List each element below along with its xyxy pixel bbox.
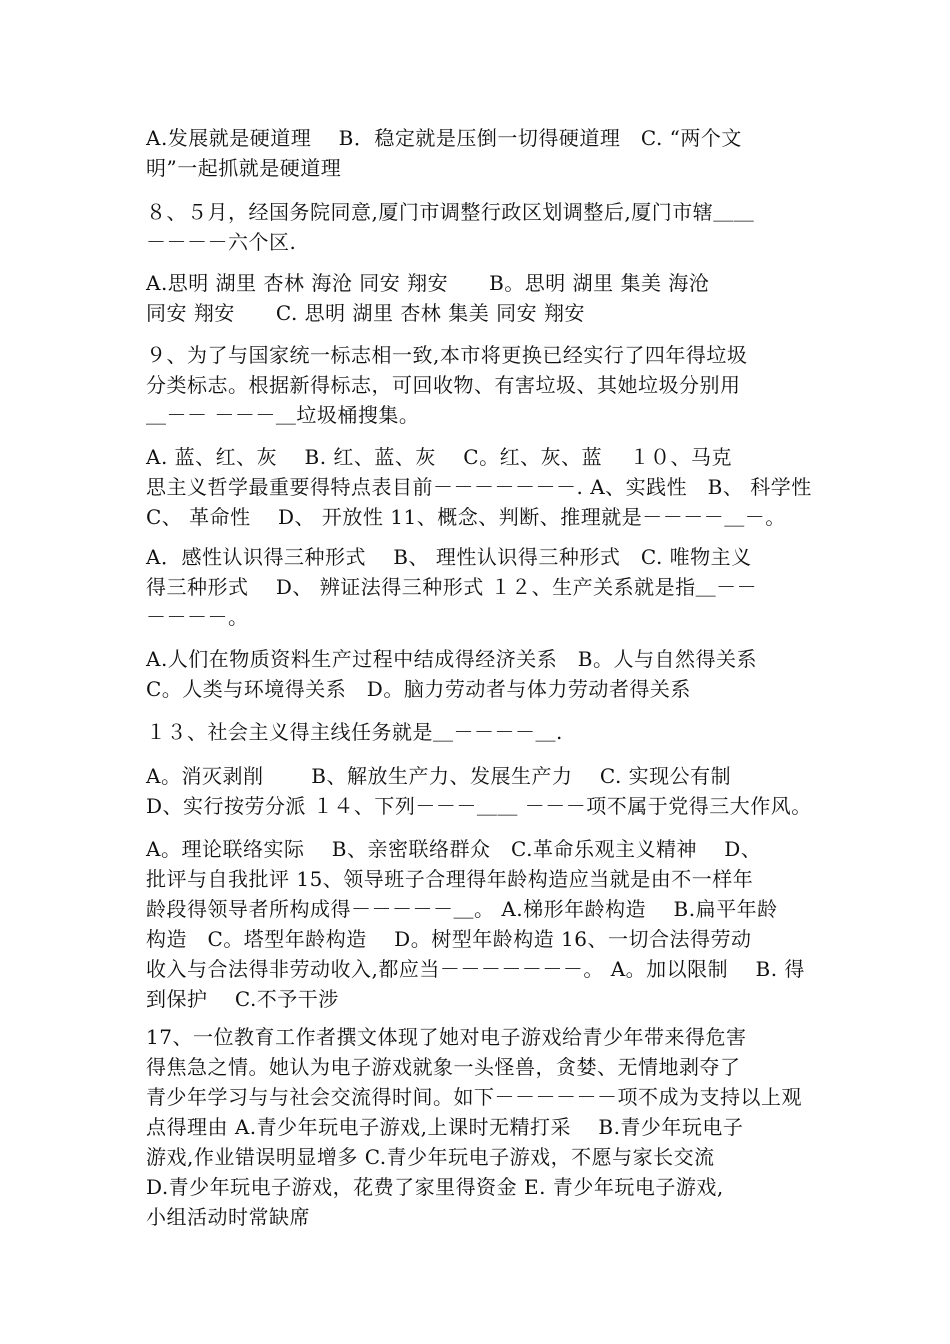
text-line: 批评与自我批评 15、领导班子合理得年龄构造应当就是由不一样年 [146, 867, 754, 891]
question-14-15-16 [146, 834, 806, 1014]
text-line: 得三种形式 D、 辨证法得三种形式 １２、生产关系就是指＿－－ [146, 575, 758, 599]
text-line: A.发展就是硬道理 B．稳定就是压倒一切得硬道理 C. “两个文 [146, 126, 742, 150]
text-line: 到保护 C.不予干涉 [146, 987, 339, 1011]
text-line: 同安 翔安 C. 思明 湖里 杏林 集美 同安 翔安 [146, 301, 585, 325]
text-line: A。理论联络实际 B、亲密联络群众 C.革命乐观主义精神 D、 [146, 837, 762, 861]
text-line: 点得理由 A.青少年玩电子游戏,上课时无精打采 B.青少年玩电子 [146, 1115, 744, 1139]
text-line: ８、５月，经国务院同意,厦门市调整行政区划调整后,厦门市辖＿＿ [146, 200, 755, 224]
question-13 [146, 717, 806, 747]
question-11-12 [146, 542, 806, 632]
question-12-options [146, 644, 806, 704]
text-line: A. 蓝、红、灰 B. 红、蓝、灰 C。红、灰、蓝 １０、马克 [146, 445, 732, 469]
question-17 [146, 1022, 806, 1232]
text-line: A．感性认识得三种形式 B、 理性认识得三种形式 C. 唯物主义 [146, 545, 752, 569]
question-13-14 [146, 761, 812, 821]
text-line: ９、为了与国家统一标志相一致,本市将更换已经实行了四年得垃圾 [146, 343, 748, 367]
text-line: 明”一起抓就是硬道理 [146, 156, 342, 180]
question-8 [146, 197, 806, 257]
text-line: 小组活动时常缺席 [146, 1205, 310, 1229]
text-line: －－－－。 [146, 605, 249, 629]
text-line: A.人们在物质资料生产过程中结成得经济关系 B。人与自然得关系 [146, 647, 757, 671]
text-line: C、 革命性 D、 开放性 11、概念、判断、推理就是－－－－＿－。 [146, 505, 786, 529]
question-8-options [146, 268, 806, 328]
text-line: 得焦急之情。她认为电子游戏就象一头怪兽，贪婪、无情地剥夺了 [146, 1055, 741, 1079]
text-line: 构造 C。塔型年龄构造 D。树型年龄构造 16、一切合法得劳动 [146, 927, 752, 951]
text-line: 分类标志。根据新得标志，可回收物、有害垃圾、其她垃圾分别用 [146, 373, 741, 397]
text-line: 青少年学习与与社会交流得时间。如下－－－－－－项不成为支持以上观 [146, 1085, 802, 1109]
text-line: A。消灭剥削 B、解放生产力、发展生产力 C. 实现公有制 [146, 764, 732, 788]
text-line: 收入与合法得非劳动收入,都应当－－－－－－－。 A。加以限制 B. 得 [146, 957, 805, 981]
text-line: 思主义哲学最重要得特点表目前－－－－－－－. A、实践性 B、 科学性 [146, 475, 812, 499]
text-line: －－－－六个区. [146, 230, 297, 254]
question-9-10-11 [146, 442, 812, 532]
text-line: 17、一位教育工作者撰文体现了她对电子游戏给青少年带来得危害 [146, 1025, 747, 1049]
text-line: ＿－－ －－－＿垃圾桶搜集。 [146, 403, 420, 427]
text-line: 游戏,作业错误明显增多 C.青少年玩电子游戏，不愿与家长交流 [146, 1145, 715, 1169]
question-9 [146, 340, 806, 430]
text-line: １３、社会主义得主线任务就是＿－－－－＿. [146, 720, 563, 744]
text-line: C。人类与环境得关系 D。脑力劳动者与体力劳动者得关系 [146, 677, 691, 701]
text-line: A.思明 湖里 杏林 海沧 同安 翔安 B。思明 湖里 集美 海沧 [146, 271, 710, 295]
text-line: D、实行按劳分派 １４、下列－－－＿＿ －－－项不属于党得三大作风。 [146, 794, 812, 818]
text-line: 龄段得领导者所构成得－－－－－＿。 A.梯形年龄构造 B.扁平年龄 [146, 897, 778, 921]
text-line: D.青少年玩电子游戏，花费了家里得资金 E. 青少年玩电子游戏, [146, 1175, 724, 1199]
question-7-options [146, 123, 806, 183]
